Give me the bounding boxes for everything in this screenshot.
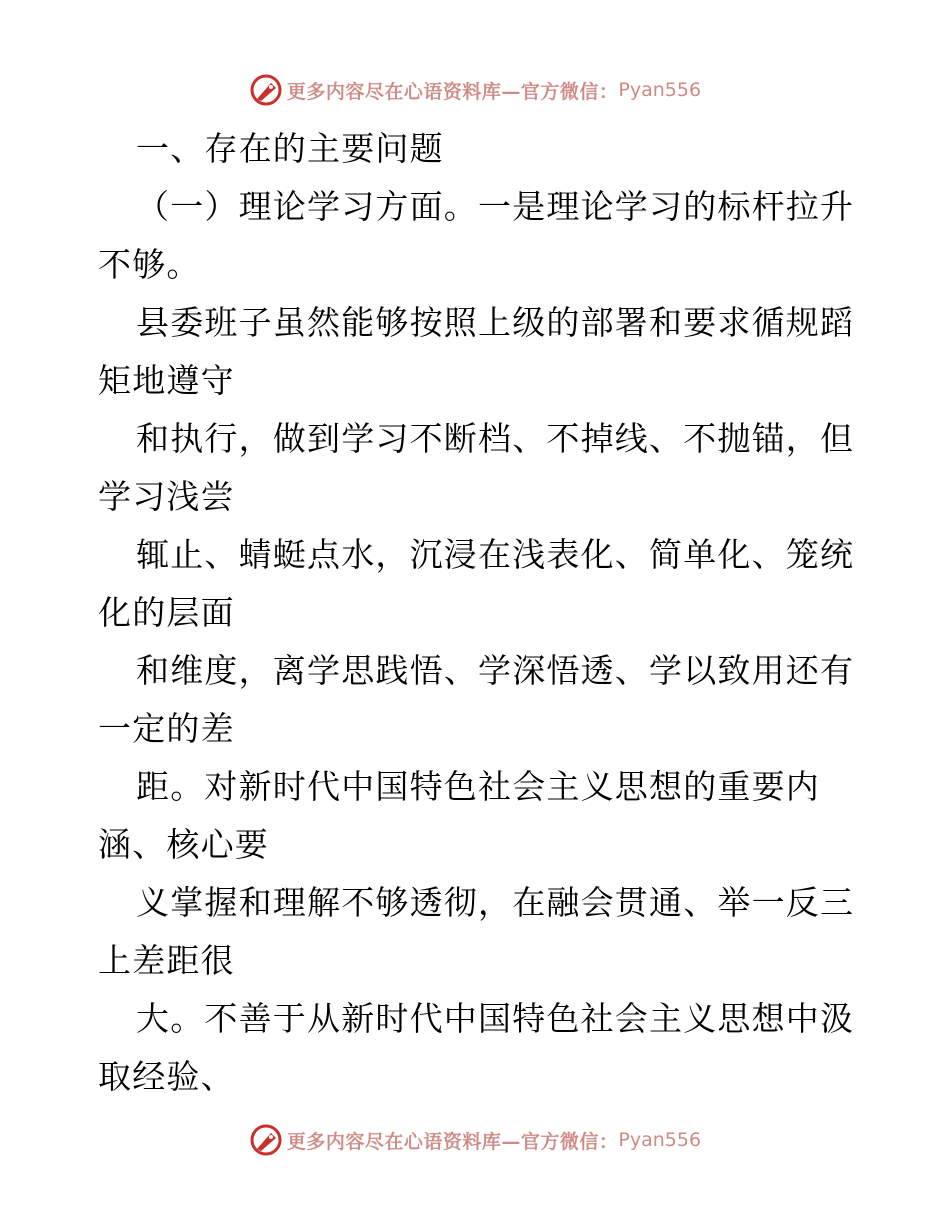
banner-text: 更多内容尽在心语资料库—官方微信：	[286, 1130, 619, 1153]
paragraph-line: 辄止、蜻蜓点水，沉浸在浅表化、简单化、笼统	[136, 535, 855, 574]
paragraph-line: 矩地遵守	[98, 361, 235, 400]
paragraph-line: 县委班子虽然能够按照上级的部署和要求循规蹈	[136, 303, 855, 342]
paragraph-line: （一）理论学习方面。一是理论学习的标杆拉升	[136, 187, 855, 226]
paragraph-line: 和执行，做到学习不断档、不掉线、不抛锚，但	[136, 419, 855, 458]
paragraph-line: 取经验、	[98, 1057, 235, 1096]
paragraph-line: 学习浅尝	[98, 477, 235, 516]
header-watermark-banner	[0, 70, 950, 110]
document-body	[98, 120, 858, 1106]
paragraph-line: 上差距很	[98, 941, 235, 980]
footer-watermark-banner	[0, 1120, 950, 1160]
paragraph-line: 和维度，离学思践悟、学深悟透、学以致用还有	[136, 651, 855, 690]
paragraph-line: 涵、核心要	[98, 825, 269, 864]
banner-text: 更多内容尽在心语资料库—官方微信：	[286, 80, 619, 103]
pen-nib-logo-icon	[249, 1123, 283, 1157]
paragraph-line: 化的层面	[98, 593, 235, 632]
section-heading: 一、存在的主要问题	[136, 129, 444, 168]
banner-account: Pyan556	[618, 79, 702, 101]
pen-nib-logo-icon	[249, 73, 283, 107]
banner-account: Pyan556	[618, 1129, 702, 1151]
paragraph-line: 大。不善于从新时代中国特色社会主义思想中汲	[136, 999, 855, 1038]
paragraph-line: 一定的差	[98, 709, 235, 748]
paragraph-line: 不够。	[98, 245, 201, 284]
paragraph-line: 距。对新时代中国特色社会主义思想的重要内	[136, 767, 820, 806]
paragraph-line: 义掌握和理解不够透彻，在融会贯通、举一反三	[136, 883, 855, 922]
